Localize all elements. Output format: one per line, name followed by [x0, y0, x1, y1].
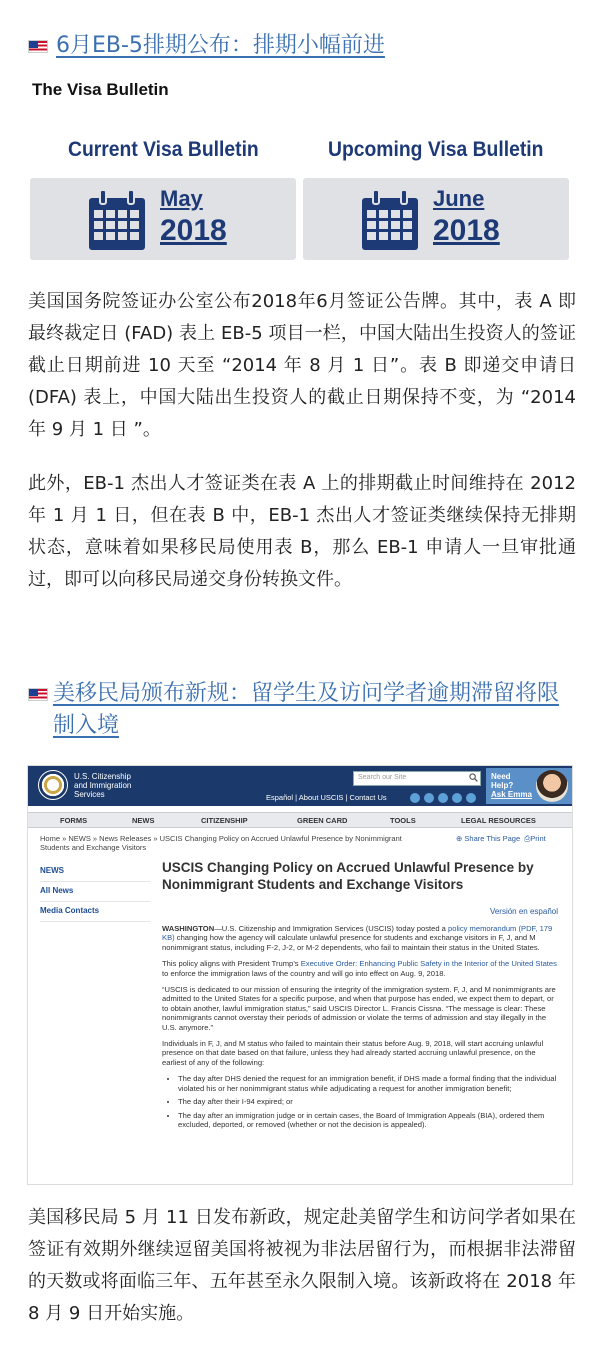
uscis-header [28, 766, 573, 806]
list-item: • The day after DHS denied the request for an immigration benefit, if DHS made a formal finding that the individual violated his or her nonimmigrant status while adjudicating a request for another immigration benefit; [178, 1074, 558, 1093]
uscis-top-links[interactable]: Español | About USCIS | Contact Us [266, 793, 387, 802]
sidebar-item-all-news[interactable]: All News [40, 882, 150, 902]
uscis-search-input[interactable]: Search our Site [353, 771, 481, 786]
social-icon[interactable] [466, 793, 476, 803]
article-paragraph: Individuals in F, J, and M status who failed to maintain their status before Aug. 9, 2018, will start accruing unlawful presence on that date based on that failure, unless they had already started accruing unlawful presence, on the earliest of any of the following: [162, 1039, 544, 1067]
version-espanol-link[interactable]: Versión en español [489, 907, 558, 916]
article-paragraph: This policy aligns with President Trump’s Executive Order: Enhancing Public Safety in the Interior of the United States to enforce the immigration laws of the country and will go into effect on Aug. 9, 2018. [162, 959, 557, 978]
section-title-uscis-policy[interactable]: 美移民局颁布新规：留学生及访问学者逾期滞留将限制入境 [28, 678, 573, 742]
dhs-seal-icon [38, 770, 68, 800]
calendar-icon [88, 190, 146, 252]
emma-avatar [536, 770, 568, 802]
nav-green-card[interactable]: GREEN CARD [297, 816, 348, 825]
nav-tools[interactable]: TOOLS [390, 816, 416, 825]
us-flag-icon [28, 688, 48, 701]
upcoming-visa-bulletin-title: Upcoming Visa Bulletin [328, 138, 544, 161]
visa-bulletin-heading: The Visa Bulletin [32, 80, 169, 99]
nav-citizenship[interactable]: CITIZENSHIP [201, 816, 248, 825]
social-icon[interactable] [424, 793, 434, 803]
sidebar-item-media-contacts[interactable]: Media Contacts [40, 902, 150, 922]
current-visa-bulletin-title: Current Visa Bulletin [68, 138, 259, 161]
upcoming-bulletin-month[interactable]: June [433, 186, 485, 211]
search-icon[interactable] [469, 773, 478, 782]
upcoming-bulletin-year[interactable]: 2018 [433, 214, 500, 247]
paragraph-uscis-policy: 美国移民局 5 月 11 日发布新政，规定赴美留学生和访问学者如果在签证有效期外继续逗留美国将被视为非法居留行为，而根据非法滞留的天数或将面临三年、五年甚至永久限制入境。该新政将在 2018 年 8 月 9 日开始实施。 [28, 1207, 576, 1324]
uscis-article-title: USCIS Changing Policy on Accrued Unlawful Presence by Nonimmigrant Students and Exchange Visitors [162, 860, 534, 892]
paragraph-eb5-dates: 美国国务院签证办公室公布2018年6月签证公告牌。其中，表 A 即最终裁定日 (FAD) 表上 EB-5 项目一栏，中国大陆出生投资人的签证截止日期前进 10 天至 “2014 年 8 月 1 日”。表 B 即递交申请日 (DFA) 表上，中国大陆出生投资人的截止日期保持不变，为 “2014 年 9 月 1 日 ”。 [28, 291, 576, 440]
us-flag-icon [28, 40, 48, 53]
executive-order-link[interactable]: Executive Order: Enhancing Public Safety in the Interior of the United States [300, 959, 557, 969]
current-bulletin-card[interactable] [30, 178, 296, 260]
section-title-eb5[interactable]: 6月EB-5排期公布：排期小幅前进 [28, 30, 385, 62]
share-icon: ⊕ [456, 834, 463, 843]
article-paragraph: WASHINGTON—U.S. Citizenship and Immigration Services (USCIS) today posted a policy memorandum (PDF, 179 KB) changing how the agency will calculate unlawful presence for students and exchange visitors in F, J, and M nonimmigrant status, including F-2, J-2, or M-2 dependents, who fail to maintain their status in the United States. [162, 924, 553, 952]
article-paragraph: “USCIS is dedicated to our mission of ensuring the integrity of the immigration system. F, J, and M nonimmigrants are admitted to the United States for a specific purpose, and when that purpose has ended, we expect them to depart, or to obtain another, lawful immigration status,” said USCIS Director L. Francis Cissna. “The message is clear: These nonimmigrants cannot overstay their periods of admission or violate the terms of admission and stay illegally in the U.S. anymore.” [162, 985, 556, 1032]
paragraph-eb1: 此外，EB-1 杰出人才签证类在表 A 上的排期截止时间维持在 2012 年 1 月 1 日，但在表 B 中，EB-1 杰出人才签证类继续保持无排期状态，意味着如果移民局使用表 B，那么 EB-1 申请人一旦审批通过，即可以向移民局递交身份转换文件。 [28, 473, 576, 590]
policy-memo-link[interactable]: policy memorandum (PDF, 179 KB) [162, 924, 553, 943]
social-icon[interactable] [438, 793, 448, 803]
print-icon: ⎙ [524, 834, 531, 843]
uscis-breadcrumb[interactable]: Home » NEWS » News Releases » USCIS Changing Policy on Accrued Unlawful Presence by Nonimmigrant Students and Exchange Visitors [40, 834, 402, 852]
uscis-sidebar [40, 862, 150, 922]
social-icon[interactable] [410, 793, 420, 803]
uscis-share-print[interactable]: ⊕ Share This Page ⎙Print [456, 834, 546, 843]
list-item: • The day after their I-94 expired; or [178, 1097, 558, 1106]
nav-news[interactable]: NEWS [132, 816, 155, 825]
nav-forms[interactable]: FORMS [60, 816, 88, 825]
current-bulletin-month[interactable]: May [160, 186, 203, 211]
uscis-screenshot [27, 765, 573, 1185]
ask-emma-box[interactable]: Need Help? Ask Emma [486, 768, 573, 804]
list-item: • The day after an immigration judge or in certain cases, the Board of Immigration Appeals (BIA), ordered them excluded, deported, or removed (whether or not the decision is appealed). [178, 1111, 558, 1130]
nav-legal-resources[interactable]: LEGAL RESOURCES [461, 816, 536, 825]
uscis-nav-bar [28, 812, 573, 828]
sidebar-item-news[interactable]: NEWS [40, 862, 150, 882]
current-bulletin-year[interactable]: 2018 [160, 214, 227, 247]
article-bullet-list [178, 1074, 558, 1129]
social-icon[interactable] [452, 793, 462, 803]
uscis-article-body [162, 924, 558, 1133]
uscis-org-name: U.S. Citizenship and Immigration Services [74, 772, 132, 799]
upcoming-bulletin-card[interactable] [303, 178, 569, 260]
calendar-icon [361, 190, 419, 252]
